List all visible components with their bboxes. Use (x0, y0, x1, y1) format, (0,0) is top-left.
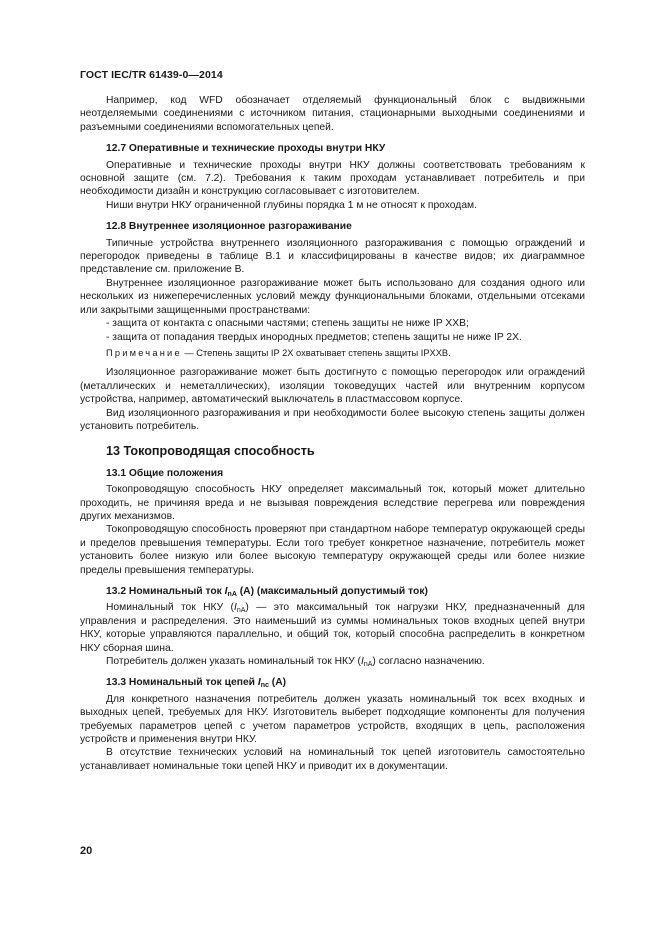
page-number: 20 (80, 845, 93, 857)
section-heading-13: 13 Токопроводящая способность (106, 444, 315, 459)
paragraph: В отсутствие технических условий на номинальный ток цепей изготовитель самостоятельно устанавливает номинальные токи цепей НКУ и приводит их в документации. (80, 747, 585, 772)
heading-text: 13.3 Номинальный ток цепей (106, 677, 258, 689)
current-subscript: nA (236, 607, 246, 615)
section-heading-12-7: 12.7 Оперативные и технические проходы внутри НКУ (106, 143, 386, 155)
paragraph (80, 601, 585, 655)
note (80, 347, 585, 360)
paragraph: Вид изоляционного разгораживания и при необходимости более высокую степень защиты должен установить потребитель. (80, 407, 585, 432)
list-item: - защита от попадания твердых инородных предметов; степень защиты не ниже IP 2X. (106, 331, 522, 343)
current-symbol: I (257, 677, 261, 689)
current-subscript: nA (227, 591, 237, 598)
paragraph: Изоляционное разгораживание может быть достигнуто с помощью перегородок или ограждений (металлических и неметаллических), изоляции токоведущих частей или внутренним корпусом устройства, например, автоматический выключатель в пластмассовом корпусе. (80, 367, 585, 406)
paragraph: Типичные устройства внутреннего изоляционного разгораживания с помощью ограждений и перегородок приведены в таблице В.1 и классифицированы в качестве видов; их диаграммное представление см. приложение В. (80, 237, 585, 276)
heading-text: (А) (максимальный допустимый ток) (236, 586, 428, 597)
paragraph: Токопроводящую способность проверяют при стандартном наборе температур окружающей среды и пределов превышения температуры. Если того требует конкретное назначение, потребитель может установить более низкую или более высокую температуру окружающей среды или более низкие пределы превышения температуры. (80, 524, 585, 576)
paragraph-text: Потребитель должен указать номинальный ток НКУ ( (106, 656, 361, 668)
paragraph: Оперативные и технические проходы внутри НКУ должны соответствовать требованиям к основной защите (см. 7.2). Требования к таким проходам устанавливает потребитель и при необходимости дизайн и конструкцию согласовывает с изготовителем. (80, 159, 585, 198)
note-text: — Степень защиты IP 2X охватывает степень защиты IPXXB. (181, 347, 451, 358)
current-symbol: I (233, 602, 237, 614)
paragraph: Ниши внутри НКУ ограниченной глубины порядка 1 м не относят к проходам. (106, 199, 477, 211)
paragraph: Для конкретного назначения потребитель должен указать номинальный ток всех входных и выходных цепей, требуемых для НКУ. Изготовитель выберет подходящие компоненты для получения требуемых параметров цепей с учетом параметров устройств, входящих в цепь, расположения устройств и применения внутри НКУ. (80, 693, 585, 746)
paragraph: Токопроводящую способность НКУ определяет максимальный ток, который может длительно проходить, не причиняя вреда и не вызывая повреждения вследствие перегрева или повреждения других механизмов. (80, 484, 585, 522)
list-item: - защита от контакта с опасными частями; степень защиты не ниже IP XXB; (106, 318, 469, 330)
section-heading-13-2 (106, 585, 585, 598)
current-subscript: nA (363, 661, 373, 669)
paragraph: Внутреннее изоляционное разгораживание может быть использовано для создания одного или нескольких из нижеперечисленных условий между функциональными блоками, отдельными отсеками или закрытыми защищенными пространствами: (80, 277, 585, 316)
heading-text: 13.2 Номинальный ток (106, 586, 225, 597)
document-header: ГОСТ IEC/TR 61439-0—2014 (80, 69, 223, 81)
section-heading-12-8: 12.8 Внутреннее изоляционное разгораживание (106, 221, 352, 233)
paragraph: Например, код WFD обозначает отделяемый функциональный блок с выдвижными неотделяемыми соединениями с источником питания, стационарными выходными соединениями и разъемными соединениями вспомогательных цепей. (80, 95, 585, 133)
section-heading-13-3 (106, 676, 585, 689)
paragraph-text: ) согласно назначению. (372, 656, 485, 668)
paragraph-text: ) — это максимальный ток нагрузки НКУ, предназначенный для управления и распределения. Это наименьший из суммы номинальных токов входных цепей внутри НКУ, которые управляются параллельно, и общий ток, который способна распределить в конкретном НКУ сборная шина. (80, 602, 586, 654)
page-body (80, 94, 585, 773)
paragraph-text: Номинальный ток НКУ ( (106, 602, 234, 614)
paragraph (80, 655, 585, 668)
current-subscript: nc (260, 682, 269, 690)
section-heading-13-1: 13.1 Общие положения (106, 467, 224, 479)
current-symbol: I (360, 656, 364, 668)
current-symbol: I (224, 586, 228, 597)
note-label: Примечание (106, 347, 182, 358)
heading-text: (А) (268, 677, 287, 689)
